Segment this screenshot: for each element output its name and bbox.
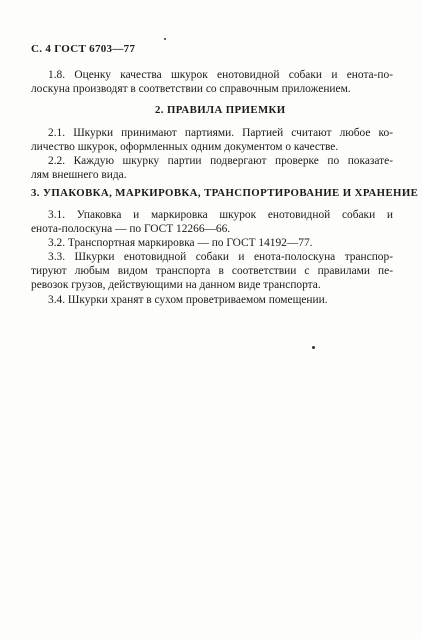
- paragraph-1-8-line-1: 1.8. Оценку качества шкурок енотовидной собаки и енота-по-: [48, 69, 393, 81]
- paragraph-3-1-line-2: енота-полоскуна — по ГОСТ 12266—66.: [31, 223, 231, 235]
- paragraph-1-8-line-2: лоскуна производят в соответствии со справочным приложением.: [31, 83, 351, 95]
- paragraph-3-3-line-3: ревозок грузов, действующими на данном виде транспорта.: [31, 279, 321, 291]
- scan-speck: [164, 38, 166, 40]
- paragraph-3-4-line-1: 3.4. Шкурки хранят в сухом проветриваемом помещении.: [48, 294, 328, 306]
- paragraph-2-1-line-2: личество шкурок, оформленных одним документом о качестве.: [31, 141, 339, 153]
- paragraph-2-1-line-1: 2.1. Шкурки принимают партиями. Партией считают любое ко-: [48, 127, 393, 139]
- section-2-title: 2. ПРАВИЛА ПРИЕМКИ: [155, 104, 286, 116]
- scan-speck: [312, 346, 315, 349]
- paragraph-3-1-line-1: 3.1. Упаковка и маркировка шкурок енотовидной собаки и: [48, 209, 393, 221]
- paragraph-3-3-line-1: 3.3. Шкурки енотовидной собаки и енота-полоскуна транспор-: [48, 251, 393, 263]
- page-header: С. 4 ГОСТ 6703—77: [31, 43, 136, 55]
- paragraph-2-2-line-2: лям внешнего вида.: [31, 169, 127, 181]
- paragraph-3-3-line-2: тируют любым видом транспорта в соответствии с правилами пе-: [31, 265, 393, 277]
- paragraph-2-2-line-1: 2.2. Каждую шкурку партии подвергают проверке по показате-: [48, 155, 393, 167]
- paragraph-3-2-line-1: 3.2. Транспортная маркировка — по ГОСТ 14192—77.: [48, 237, 313, 249]
- section-3-title: 3. УПАКОВКА, МАРКИРОВКА, ТРАНСПОРТИРОВАНИЕ И ХРАНЕНИЕ: [31, 187, 419, 199]
